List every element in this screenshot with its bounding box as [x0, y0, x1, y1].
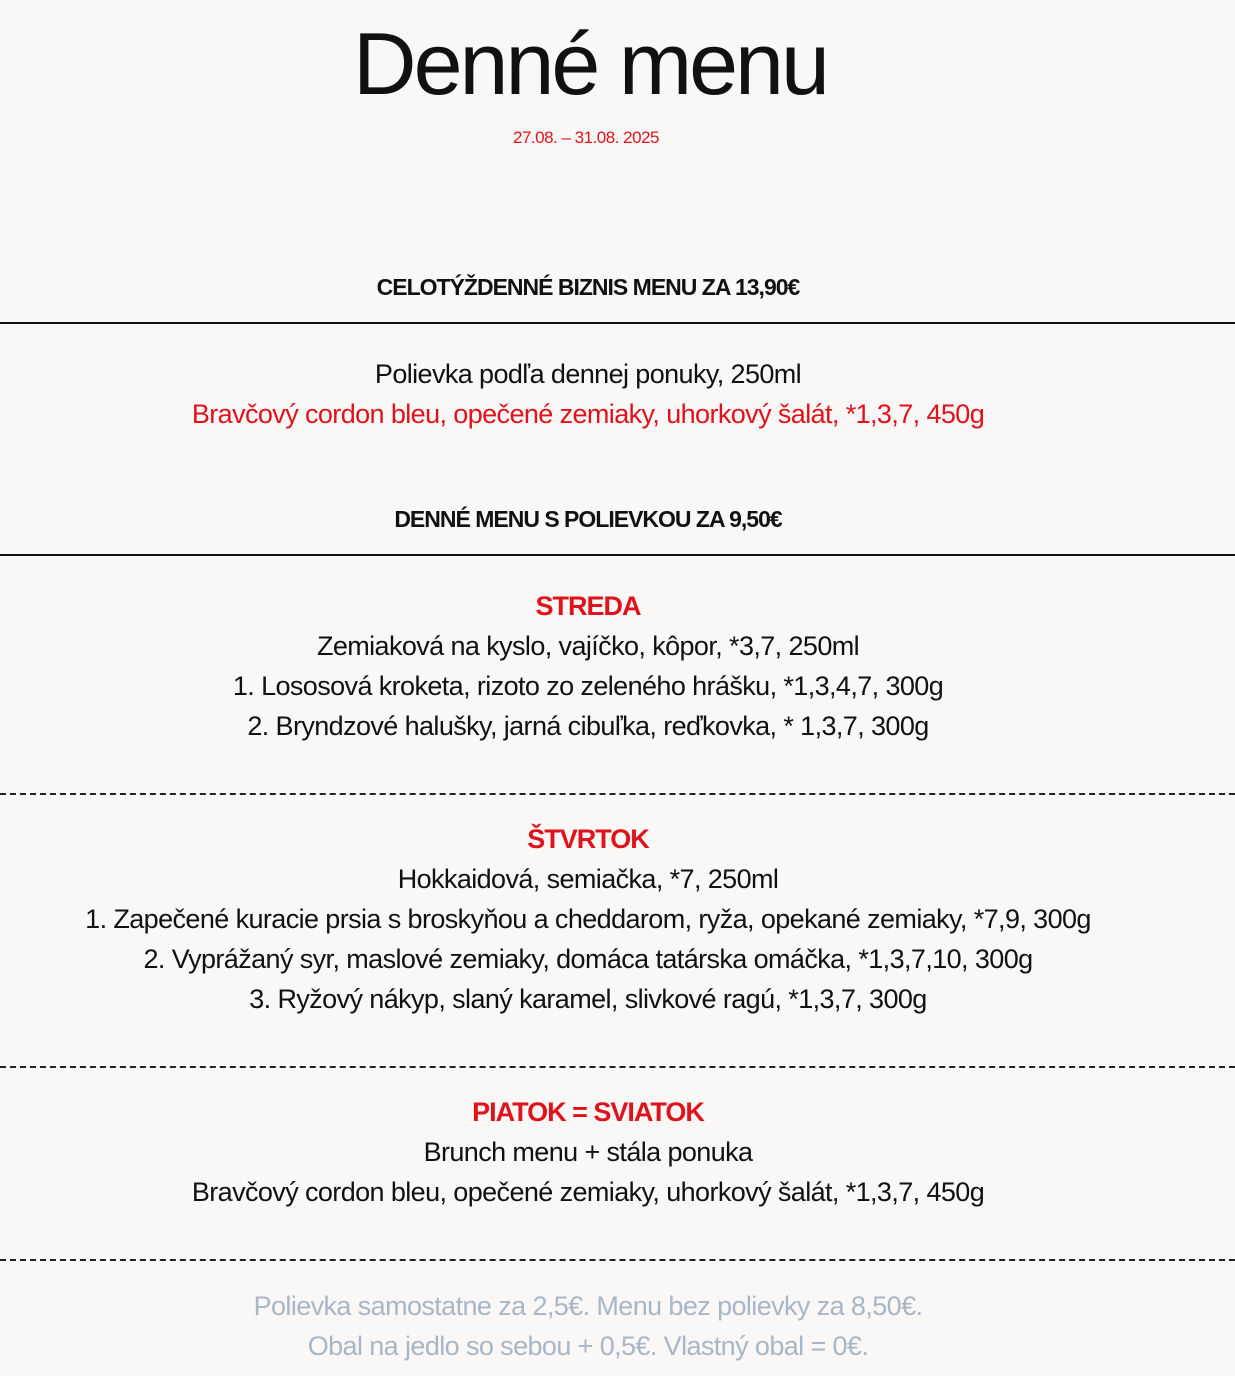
day-block-stvrtok	[0, 819, 1176, 1019]
day-title: STREDA	[535, 591, 641, 621]
weekly-business-soup: Polievka podľa dennej ponuky, 250ml	[374, 359, 802, 389]
menu-line: 1. Zapečené kuracie prsia s broskyňou a cheddarom, ryža, opekané zemiaky, *7,9, 300g	[85, 904, 1091, 934]
section-divider	[0, 554, 1235, 556]
day-block-piatok	[0, 1092, 1176, 1212]
day-divider	[0, 1259, 1235, 1261]
menu-line: 3. Ryžový nákyp, slaný karamel, slivkové ragú, *1,3,7, 300g	[249, 984, 927, 1014]
weekly-business-block	[0, 354, 1176, 434]
day-title: ŠTVRTOK	[527, 824, 649, 854]
day-title: PIATOK = SVIATOK	[472, 1097, 704, 1127]
menu-line: Hokkaidová, semiačka, *7, 250ml	[397, 864, 779, 894]
section-divider	[0, 322, 1235, 324]
menu-line: Zemiaková na kyslo, vajíčko, kôpor, *3,7, 250ml	[316, 631, 860, 661]
page-title: Denné menu	[353, 14, 827, 113]
menu-line: 1. Lososová kroketa, rizoto zo zeleného hrášku, *1,3,4,7, 300g	[232, 671, 944, 701]
day-block-streda	[0, 586, 1176, 746]
daily-menu-heading: DENNÉ MENU S POLIEVKOU ZA 9,50€	[394, 506, 782, 532]
footer-note	[0, 1286, 1176, 1366]
footer-note-line: Obal na jedlo so sebou + 0,5€. Vlastný obal = 0€.	[307, 1331, 869, 1361]
menu-line: Brunch menu + stála ponuka	[423, 1137, 753, 1167]
footer-note-line: Polievka samostatne za 2,5€. Menu bez polievky za 8,50€.	[253, 1291, 923, 1321]
day-divider	[0, 1066, 1235, 1068]
menu-line: 2. Bryndzové halušky, jarná cibuľka, reďkovka, * 1,3,7, 300g	[247, 711, 929, 741]
menu-line: 2. Vyprážaný syr, maslové zemiaky, domáca tatárska omáčka, *1,3,7,10, 300g	[143, 944, 1033, 974]
weekly-business-heading: CELOTÝŽDENNÉ BIZNIS MENU ZA 13,90€	[376, 274, 800, 300]
menu-line: Bravčový cordon bleu, opečené zemiaky, uhorkový šalát, *1,3,7, 450g	[191, 1177, 985, 1207]
day-divider	[0, 793, 1235, 795]
date-range: 27.08. – 31.08. 2025	[513, 128, 659, 147]
weekly-business-main: Bravčový cordon bleu, opečené zemiaky, uhorkový šalát, *1,3,7, 450g	[191, 399, 985, 429]
